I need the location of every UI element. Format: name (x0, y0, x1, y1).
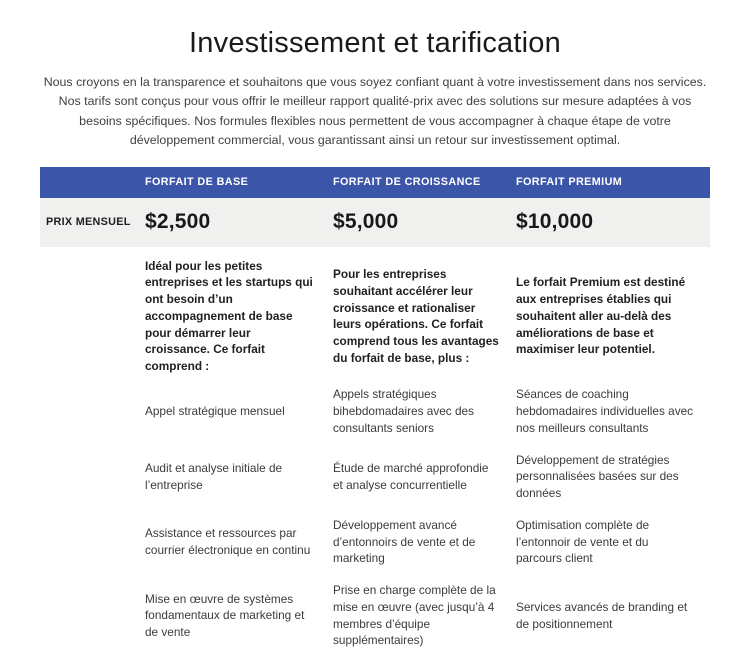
feature-row-1 (40, 379, 710, 444)
table-header-row (40, 167, 710, 198)
feature-base-2: Audit et analyse initiale de l’entreprise (145, 461, 283, 492)
feature-croissance-4: Prise en charge complète de la mise en œuvre (avec jusqu’à 4 membres d’équipe supplémentaires) (333, 583, 496, 648)
plan-name-premium: FORFAIT PREMIUM (516, 176, 623, 189)
feature-croissance-3: Développement avancé d’entonnoirs de vente et de marketing (333, 517, 476, 566)
description-row (40, 247, 710, 379)
feature-row-4 (40, 575, 710, 657)
price-row (40, 198, 710, 247)
feature-croissance-2: Étude de marché approfondie et analyse concurrentielle (333, 461, 489, 492)
feature-premium-4: Services avancés de branding et de positionnement (516, 599, 688, 631)
plan-name-croissance: FORFAIT DE CROISSANCE (333, 176, 481, 189)
feature-base-4: Mise en œuvre de systèmes fondamentaux de marketing et de vente (145, 591, 305, 640)
plan-price-premium: $10,000 (516, 210, 594, 234)
plan-description-base: Idéal pour les petites entreprises et les startups qui ont besoin d’un accompagnement de base pour démarrer leur croissance. Ce forfait comprend : (145, 258, 313, 374)
feature-premium-2: Développement de stratégies personnalisées basées sur des données (516, 452, 679, 501)
feature-premium-1: Séances de coaching hebdomadaires individuelles avec nos meilleurs consultants (516, 387, 694, 435)
feature-row-2 (40, 444, 710, 509)
feature-croissance-1: Appels stratégiques bihebdomadaires avec des consultants seniors (333, 387, 474, 435)
plan-price-base: $2,500 (145, 210, 211, 234)
plan-description-premium: Le forfait Premium est destiné aux entreprises établies qui souhaitent aller au-delà des améliorations de base et maximiser leur potentiel. (516, 275, 686, 357)
price-row-label: PRIX MENSUEL (46, 216, 131, 229)
intro-paragraph: Nous croyons en la transparence et souhaitons que vous soyez confiant quant à votre investissement dans nos services. Nos tarifs sont conçus pour vous offrir le meilleur rapport qualité-prix avec des solutions sur mesure adaptées à vos besoins spécifiques. Nos formules flexibles nous permettent de vous accompagner à chaque étape de votre développement commercial, vous garantissant ainsi un retour sur investissement optimal. (43, 74, 707, 148)
plan-description-croissance: Pour les entreprises souhaitant accélérer leur croissance et rationaliser leurs opérations. Ce forfait comprend tous les avantages du forfait de base, plus : (333, 267, 499, 365)
feature-row-3 (40, 509, 710, 574)
plan-price-croissance: $5,000 (333, 210, 399, 234)
feature-base-1: Appel stratégique mensuel (145, 404, 285, 419)
pricing-table (40, 167, 710, 657)
feature-base-3: Assistance et ressources par courrier électronique en continu (145, 526, 311, 558)
page-title: Investissement et tarification (189, 27, 561, 59)
plan-name-base: FORFAIT DE BASE (145, 176, 249, 189)
feature-premium-3: Optimisation complète de l’entonnoir de vente et du parcours client (516, 517, 650, 566)
